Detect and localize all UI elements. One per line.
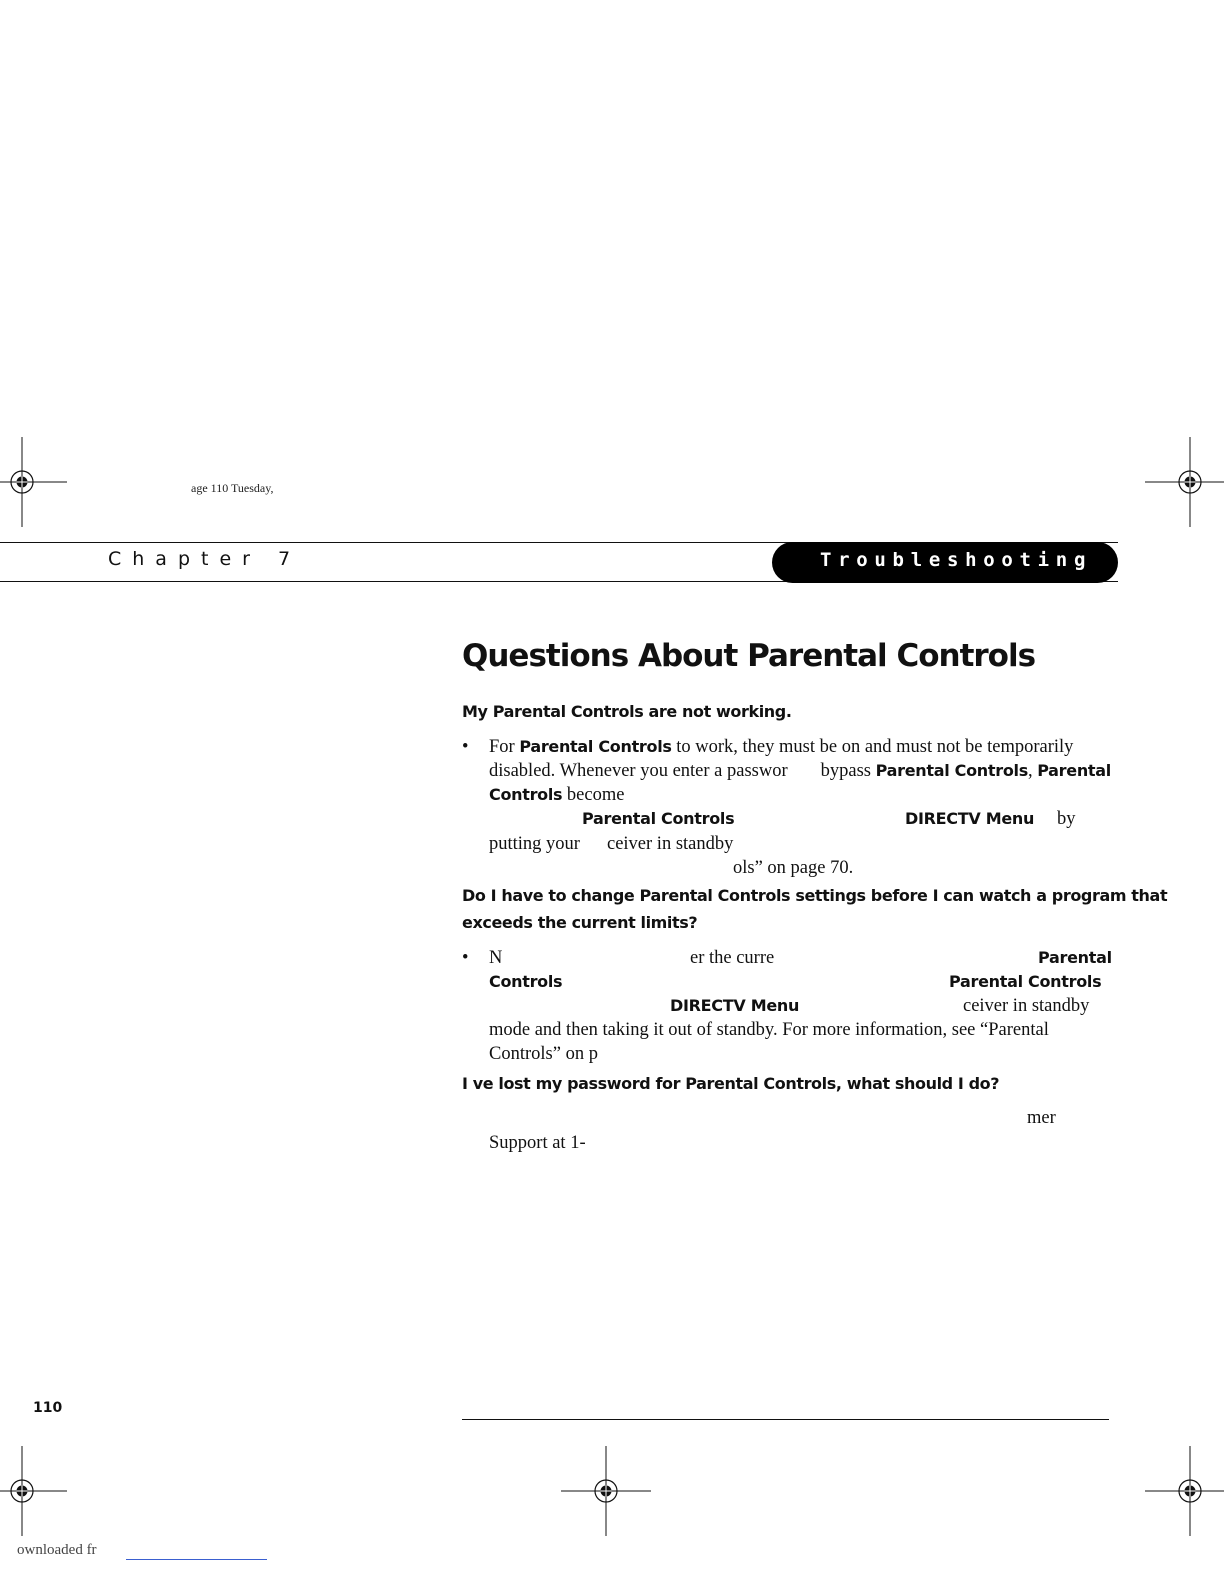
print-slug: age 110 Tuesday, — [191, 481, 274, 495]
answer-line-fragment: Parental — [1038, 948, 1112, 967]
answer-line-fragment: DIRECTV Menu — [905, 809, 1035, 828]
answer-line: Controls become — [489, 785, 625, 805]
answer-line: For Parental Controls to work, they must be on and must not be temporarily — [489, 737, 1074, 757]
answer-line-fragment: ceiver in standby — [607, 834, 734, 854]
question-heading: My Parental Controls are not working. — [462, 702, 792, 721]
question-heading: Do I have to change Parental Controls settings before I can watch a program that — [462, 886, 1168, 905]
answer-line-fragment: Parental Controls — [949, 972, 1102, 991]
answer-line-fragment: ceiver in standby — [963, 996, 1090, 1016]
answer-line-fragment: by — [1057, 809, 1076, 829]
bullet-marker: • — [462, 948, 469, 968]
registration-mark-bottom-center — [561, 1446, 651, 1536]
answer-line: Support at 1- — [489, 1133, 586, 1153]
answer-line: disabled. Whenever you enter a passwor bypass Parental Controls, Parental — [489, 761, 1111, 781]
registration-mark-bottom-right — [1145, 1446, 1224, 1536]
page-number: 110 — [33, 1400, 63, 1416]
answer-line-fragment: mer — [1027, 1108, 1056, 1128]
footer-rule — [462, 1419, 1109, 1420]
registration-mark-bottom-left — [0, 1446, 67, 1536]
question-heading: I ve lost my password for Parental Controls, what should I do? — [462, 1074, 1000, 1093]
answer-line: mode and then taking it out of standby. For more information, see “Parental — [489, 1020, 1049, 1040]
download-note: ownloaded fr — [17, 1542, 97, 1558]
answer-line-fragment: putting your — [489, 834, 580, 854]
answer-line-fragment: Controls — [489, 972, 563, 991]
page-title: Questions About Parental Controls — [462, 638, 1036, 674]
chapter-label: Chapter 7 — [108, 548, 302, 570]
answer-line: Controls” on p — [489, 1044, 598, 1064]
registration-mark-top-left — [0, 437, 67, 527]
registration-mark-top-right — [1145, 437, 1224, 527]
question-heading-continued: exceeds the current limits? — [462, 913, 698, 932]
section-label: Troubleshooting — [820, 549, 1093, 571]
download-link-underline[interactable] — [126, 1559, 267, 1560]
bullet-marker: • — [462, 737, 469, 757]
answer-line-fragment: N — [489, 948, 503, 968]
answer-line-fragment: er the curre — [690, 948, 775, 968]
answer-line-fragment: DIRECTV Menu — [670, 996, 800, 1015]
answer-line-fragment: ols” on page 70. — [733, 858, 854, 878]
answer-line-fragment: Parental Controls — [582, 809, 735, 828]
